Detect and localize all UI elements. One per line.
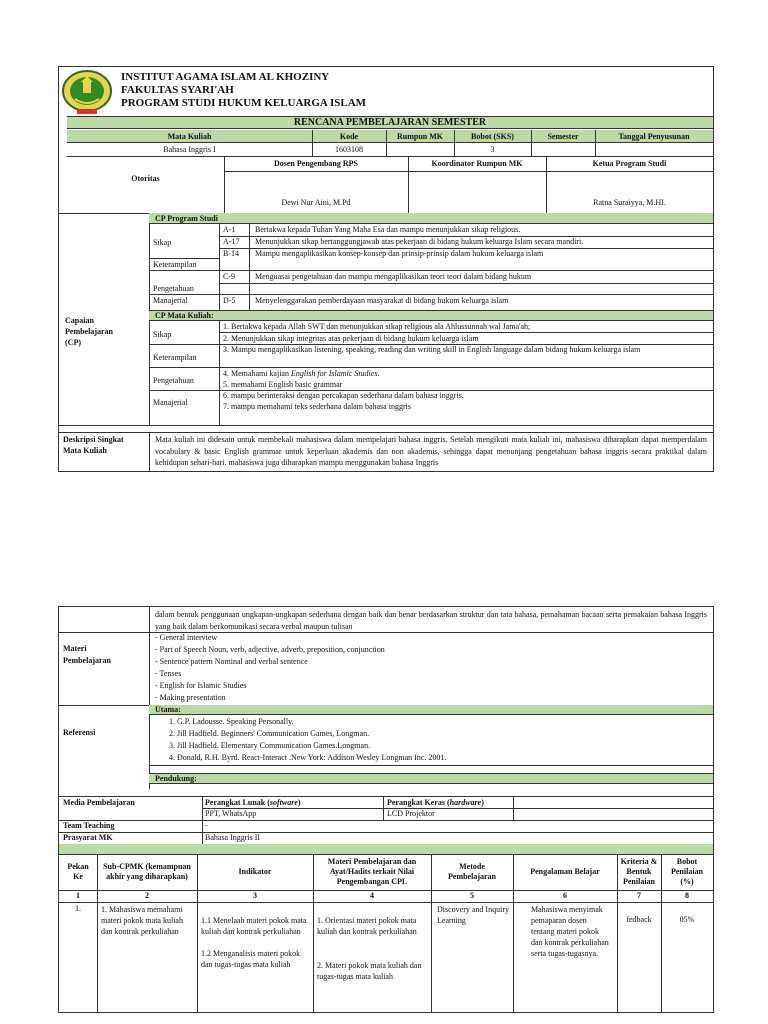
schedule-col-subcpmk	[97, 857, 197, 887]
page-title	[67, 116, 713, 129]
referensi-pendukung-label: Pendukung:	[155, 774, 197, 783]
course-col-mk: Mata Kuliah	[167, 132, 212, 141]
schedule-col-indikator-text: Indikator	[238, 867, 272, 876]
schedule-col-subcpmk-text: Sub-CPMK (kemampuan akhir yang diharapkan)	[103, 862, 191, 881]
schedule-row-subcpmk: 1. Mahasiswa memahami materi pokok mata kuliah dan kontrak perkuliahan	[101, 905, 183, 936]
cp-label-1: Capaian	[65, 316, 94, 325]
cp-mk-manajerial-2: 7. mampu memahami teks sederhana dalam bahasa inggris	[223, 402, 411, 411]
cp-prodi-code-3: B-14	[223, 249, 239, 258]
cp-mk-manajerial-1: 6. mampu berinteraksi dengan percakapan sederhana dalam bahasa inggris.	[223, 391, 464, 400]
cp-prodi-header	[149, 213, 713, 224]
schedule-col-materi	[313, 857, 431, 887]
cp-mk-keterampilan: Keterampilan	[153, 353, 197, 362]
cp-prodi-text-1: Bertakwa kepada Tuhan Yang Maha Esa dan mampu menunjukkan sikap religious.	[255, 225, 521, 234]
cp-prodi-code-5: D-5	[223, 296, 236, 305]
schedule-col-bobot	[661, 857, 713, 887]
schedule-num: 3	[253, 891, 257, 900]
software-word: software	[269, 798, 298, 807]
cp-prodi-text-3: Mampu mengaplikasikan konsep-konsep dan prinsip-prinsip dalam hukum keluarga islam	[255, 249, 544, 258]
cp-mk-pengetahuan-2: 5. memahami English basic grammar	[223, 380, 343, 389]
schedule-col-metode	[431, 857, 513, 887]
team-teaching-label: Team Teaching	[63, 821, 115, 830]
institute-name: INSTITUT AGAMA ISLAM AL KHOZINY	[121, 71, 330, 83]
cp-mk-pengetahuan-1-prefix: 4. Memahami kajian	[223, 369, 291, 378]
referensi-label: Referensi	[63, 728, 96, 737]
materi-item: - English for Islamic Studies	[155, 681, 247, 690]
schedule-num: 2	[145, 891, 149, 900]
program-name: PROGRAM STUDI HUKUM KELUARGA ISLAM	[121, 97, 367, 109]
cp-mk-pengetahuan-1-italic: English for Islamic Studies	[290, 369, 378, 378]
cp-prodi-keterampilan: Keterampilan	[153, 260, 197, 269]
cp-prodi-text-4: Menguasai pengetahuan dan mampu mengaplikasikan teori teori dalam bidang hukum	[255, 272, 532, 281]
course-value-mk: Bahasa Inggris I	[163, 145, 216, 154]
referensi-utama-label: Utama:	[155, 705, 181, 714]
course-col-kode: Kode	[339, 132, 359, 141]
materi-item: - General interview	[155, 633, 218, 642]
deskripsi-text: Mata kuliah ini didesain untuk membekali mahasiswa dalam mempelajari bahasa inggris. Setelah mengikuti mata kuliah ini, mahasiswa diharapkan dapat memperdalam vocabulary & basic English grammar untuk keperluan akademis dan non akademis, sehingga dapat menunjang pengetahuan bahasa inggris secara praktikal dalam kehidupan sehari-hari. mahasiswa juga diharapkan mampu menggunakan bahasa Inggris	[155, 435, 707, 467]
media-lunak-value: PPT, WhatsApp	[205, 809, 257, 818]
schedule-row-pengalaman: Mahasiswa menyimak pemaparan dosen tentang materi pokok dan kontrak perkuliahan serta tugas-tugasnya.	[531, 905, 609, 958]
materi-item: - Sentence pattern Nominal and verbal sentence	[155, 657, 308, 666]
schedule-row-pekan: 1.	[75, 904, 81, 913]
schedule-col-pengalaman-text: Pengalaman Belajar	[530, 867, 600, 876]
cp-prodi-code-2: A-17	[223, 237, 240, 246]
schedule-row-bobot: 05%	[679, 915, 695, 924]
cp-label-3: (CP)	[65, 338, 81, 347]
cp-mk-header-text: CP Mata Kuliah:	[155, 311, 214, 320]
referensi-item: 4. Donald, R.H. Byrd. React-Interact .New York: Addison Wesley Longman Inc. 2001.	[169, 753, 447, 762]
referensi-item: 2. Jill Hadfield. Beginners' Communication Games, Longman.	[169, 729, 370, 738]
institute-logo	[61, 69, 113, 115]
schedule-col-bobot-text: Bobot Penilaian (%)	[670, 857, 703, 886]
materi-item: - Tenses	[155, 669, 182, 678]
materi-label-2: Pembelajaran	[63, 656, 111, 665]
course-col-bobot: Bobot (SKS)	[471, 132, 514, 141]
materi-label-1: Materi	[63, 644, 87, 653]
media-keras-label: Perangkat Keras (hardware)	[387, 798, 484, 807]
course-col-semester: Semester	[547, 132, 579, 141]
prasyarat-value: Bahasa Inggris II	[205, 833, 261, 842]
schedule-col-kriteria	[617, 857, 661, 887]
otoritas-dosen-header: Dosen Pengembang RPS	[273, 159, 358, 168]
schedule-num: 7	[637, 891, 641, 900]
schedule-row-metode: Discovery and Inquiry Learning	[437, 905, 509, 925]
cp-prodi-pengetahuan: Pengetahuan	[153, 284, 194, 293]
rps-page-1	[58, 66, 714, 472]
course-value-bobot: 3	[490, 145, 495, 154]
cp-mk-sikap: Sikap	[153, 330, 172, 339]
course-col-rumpun: Rumpun MK	[396, 132, 443, 141]
cp-mk-header	[149, 310, 713, 321]
schedule-num: 5	[470, 891, 474, 900]
deskripsi-label-2: Mata Kuliah	[63, 446, 107, 455]
schedule-col-pekan-text: Pekan Ke	[67, 862, 89, 881]
deskripsi-continuation: dalam bentuk penggunaan ungkapan-ungkapan sederhana dengan baik dan benar berdasarkan struktur dan tata bahasa, pemahaman bacaan serta pemakaian bahasa Inggris yang baik dalam berkomunikasi secara verbal maupun tulisan	[155, 610, 707, 631]
prasyarat-label: Prasyarat MK	[63, 833, 113, 842]
page-title-text: RENCANA PEMBELAJARAN SEMESTER	[293, 117, 487, 128]
media-keras-value: LCD Projektor	[387, 809, 435, 818]
referensi-item: 3. Jill Hadfield. Elementary Communication Games.Longman.	[169, 741, 371, 750]
schedule-col-materi-text: Materi Pembelajaran dan Ayat/Hadits terkait Nilai Pengembangan CPL	[327, 857, 417, 886]
otoritas-ketua-header: Ketua Program Studi	[592, 159, 667, 168]
schedule-col-pekan	[59, 857, 97, 887]
schedule-col-kriteria-text: Kriteria & Bentuk Penilaian	[620, 857, 658, 886]
schedule-num: 8	[685, 891, 689, 900]
rps-page-2	[58, 606, 714, 1013]
schedule-num: 6	[563, 891, 567, 900]
schedule-spacer	[59, 844, 713, 855]
course-value-kode: 1603108	[335, 145, 363, 154]
schedule-num: 4	[370, 891, 374, 900]
schedule-row-indikator-1: 1.1 Menelaah materi pokok mata kuliah dan kontrak perkuliahan	[201, 916, 307, 936]
schedule-row-materi-2: 2. Materi pokok mata kuliah dan tugas-tugas mata kuliah	[317, 961, 422, 981]
cp-prodi-text-2: Menunjukkan sikap bertanggungjawab atas pekerjaan di bidang hukum keluarga Islam secara mandiri.	[255, 237, 584, 246]
media-label: Media Pembelajaran	[63, 798, 135, 807]
schedule-col-metode-text: Metode Pembelajaran	[448, 862, 496, 881]
otoritas-koordinator-header: Koordinator Rumpun MK	[431, 159, 523, 168]
materi-item: - Part of Speech Noun, verb, adjective, adverb, preposition, conjunction	[155, 645, 385, 654]
cp-prodi-code-4: C-9	[223, 272, 235, 281]
faculty-name: FAKULTAS SYARI'AH	[121, 84, 234, 96]
schedule-row-indikator-2: 1.2 Menganalisis materi pokok dan tugas-tugas mata kuliah	[201, 949, 301, 969]
cp-prodi-sikap: Sikap	[153, 238, 172, 247]
cp-mk-sikap-2: 2. Menunjukkan sikap integritas atas pekerjaan di bidang hukum keluarga islam	[223, 334, 479, 343]
cp-mk-pengetahuan-1	[223, 369, 379, 379]
media-lunak-label: Perangkat Lunak (software)	[205, 798, 301, 807]
course-col-tanggal: Tanggal Penyusunan	[618, 132, 690, 141]
cp-mk-keterampilan-1: 3. Mampu mengaplikasikan listening, speaking, reading dan writing skill in English language dalam bidang hukum keluarga islam	[223, 345, 641, 354]
cp-mk-pengetahuan: Pengetahuan	[153, 376, 194, 385]
cp-prodi-code-1: A-1	[223, 225, 236, 234]
referensi-utama-header	[149, 705, 713, 715]
referensi-item: 1. G.P. Ladousse. Speaking Personally.	[169, 717, 294, 726]
team-teaching-value: -	[205, 821, 208, 830]
cp-mk-pengetahuan-1-suffix: .	[377, 369, 380, 378]
schedule-row-kriteria: fedback	[626, 915, 652, 924]
otoritas-ketua-value: Ratna Suraiyya, M.HI.	[593, 198, 666, 207]
schedule-col-indikator	[197, 857, 313, 887]
cp-prodi-manajerial: Manajerial	[153, 296, 188, 305]
cp-prodi-text-5: Menyelenggarakan pemberdayaan masyarakat di bidang hukum keluarga islam	[255, 296, 509, 305]
cp-prodi-header-text: CP Program Studi	[155, 214, 218, 223]
referensi-pendukung-header	[149, 773, 713, 784]
materi-item: - Making presentation	[155, 693, 226, 702]
cp-label-2: Pembelajaran	[65, 327, 113, 336]
otoritas-dosen-value: Dewi Nur Aini, M.Pd	[281, 198, 351, 207]
cp-mk-sikap-1: 1. Bertakwa kepada Allah SWT dan menunjukkan sikap religious ala Ahlussunnah wal Jama'ah;	[223, 322, 531, 331]
otoritas-label: Otoritas	[131, 174, 160, 183]
hardware-word: hardware	[449, 798, 482, 807]
schedule-col-pengalaman	[513, 857, 617, 887]
schedule-row-materi-1: 1. Orientasi materi pokok mata kuliah dan kontrak perkuliahan	[317, 916, 417, 936]
cp-mk-manajerial: Manajerial	[153, 398, 188, 407]
schedule-num: 1	[76, 891, 80, 900]
deskripsi-label-1: Deskripsi Singkat	[63, 435, 124, 444]
